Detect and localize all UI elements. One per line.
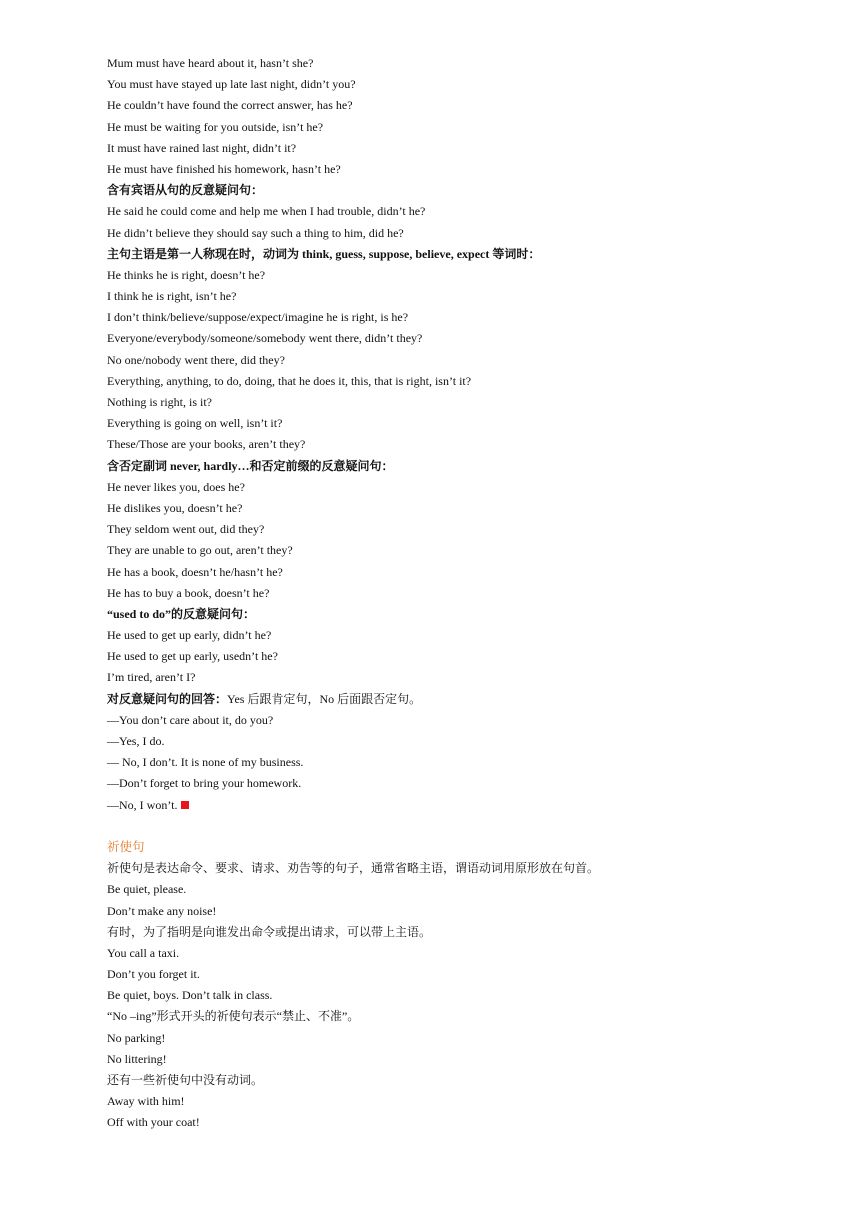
text-line: “No –ing”形式开头的祈使句表示“禁止、不准”。	[107, 1009, 360, 1024]
text-line: He used to get up early, usedn’t he?	[107, 649, 278, 664]
text-line-last	[107, 795, 827, 816]
text-line: He must be waiting for you outside, isn’t he?	[107, 119, 324, 134]
text-line: Be quiet, please.	[107, 882, 187, 897]
section-heading: 含有宾语从句的反意疑问句：	[107, 183, 264, 198]
text-line: Be quiet, boys. Don’t talk in class.	[107, 988, 273, 1003]
text-line: He couldn’t have found the correct answer, has he?	[107, 98, 353, 113]
section-heading	[107, 689, 827, 710]
text-line: Everything is going on well, isn’t it?	[107, 416, 283, 431]
answers-section	[107, 689, 827, 816]
text-line: He dislikes you, doesn’t he?	[107, 500, 243, 515]
text-line: 还有一些祈使句中没有动词。	[107, 1073, 264, 1087]
heading-rest-part: Yes 后跟肯定句，No 后面跟否定句。	[227, 691, 422, 706]
text-line: 祈使句是表达命令、要求、请求、劝告等的句子，通常省略主语，谓语动词用原形放在句首。	[107, 861, 600, 876]
section-heading: “used to do”的反意疑问句：	[107, 606, 256, 621]
text-line: He has to buy a book, doesn’t he?	[107, 585, 270, 600]
text-line: No parking!	[107, 1030, 166, 1045]
text-line: He didn’t believe they should say such a thing to him, did he?	[107, 225, 404, 240]
text-line: Off with your coat!	[107, 1115, 200, 1130]
text-line: 有时，为了指明是向谁发出命令或提出请求，可以带上主语。	[107, 924, 432, 939]
section-heading: 含否定副词 never, hardly…和否定前缀的反意疑问句：	[107, 458, 394, 473]
text-line: He said he could come and help me when I had trouble, didn’t he?	[107, 204, 426, 219]
text-line: He has a book, doesn’t he/hasn’t he?	[107, 564, 283, 579]
text-line: I’m tired, aren’t I?	[107, 670, 196, 685]
text-line: They seldom went out, did they?	[107, 522, 265, 537]
document-page	[107, 53, 827, 1134]
text-line: He never likes you, does he?	[107, 479, 245, 494]
section-heading: 主句主语是第一人称现在时，动词为 think, guess, suppose, believe, expect 等词时：	[107, 246, 541, 261]
used-to-section	[107, 604, 827, 689]
text-line: Everyone/everybody/someone/somebody went there, didn’t they?	[107, 331, 423, 346]
text-line: Mum must have heard about it, hasn’t she?	[107, 56, 314, 70]
text-line: —You don’t care about it, do you?	[107, 712, 274, 727]
text-line: Everything, anything, to do, doing, that he does it, this, that is right, isn’t it?	[107, 373, 472, 388]
spacer	[107, 816, 827, 837]
text-line: — No, I don’t. It is none of my business.	[107, 755, 304, 770]
first-person-section	[107, 244, 827, 456]
imperative-title: 祈使句	[107, 839, 145, 854]
negative-adverb-section	[107, 456, 827, 604]
text-line: You must have stayed up late last night, didn’t you?	[107, 77, 356, 92]
text-line: I think he is right, isn’t he?	[107, 289, 237, 304]
imperative-section	[107, 837, 827, 1134]
modal-question-tags	[107, 53, 827, 180]
text-line: He thinks he is right, doesn’t he?	[107, 267, 266, 282]
red-square-icon	[181, 801, 189, 809]
text-line: I don’t think/believe/suppose/expect/imagine he is right, is he?	[107, 310, 409, 325]
text-line: No littering!	[107, 1051, 167, 1066]
text-line: Don’t you forget it.	[107, 967, 200, 982]
text-line: You call a taxi.	[107, 945, 180, 960]
text-line: He must have finished his homework, hasn’t he?	[107, 161, 341, 176]
text-line: Nothing is right, is it?	[107, 395, 212, 409]
text-line: No one/nobody went there, did they?	[107, 352, 285, 367]
heading-bold-part: 对反意疑问句的回答：	[107, 691, 228, 706]
text-line: —Don’t forget to bring your homework.	[107, 776, 302, 791]
text-line: Don’t make any noise!	[107, 903, 217, 918]
text-line: They are unable to go out, aren’t they?	[107, 543, 293, 558]
text-line: He used to get up early, didn’t he?	[107, 628, 272, 643]
object-clause-section	[107, 180, 827, 244]
last-line-text: —No, I won’t.	[107, 797, 178, 812]
text-line: —Yes, I do.	[107, 734, 165, 748]
text-line: Away with him!	[107, 1094, 185, 1109]
text-line: These/Those are your books, aren’t they?	[107, 437, 306, 452]
text-line: It must have rained last night, didn’t it?	[107, 140, 297, 155]
